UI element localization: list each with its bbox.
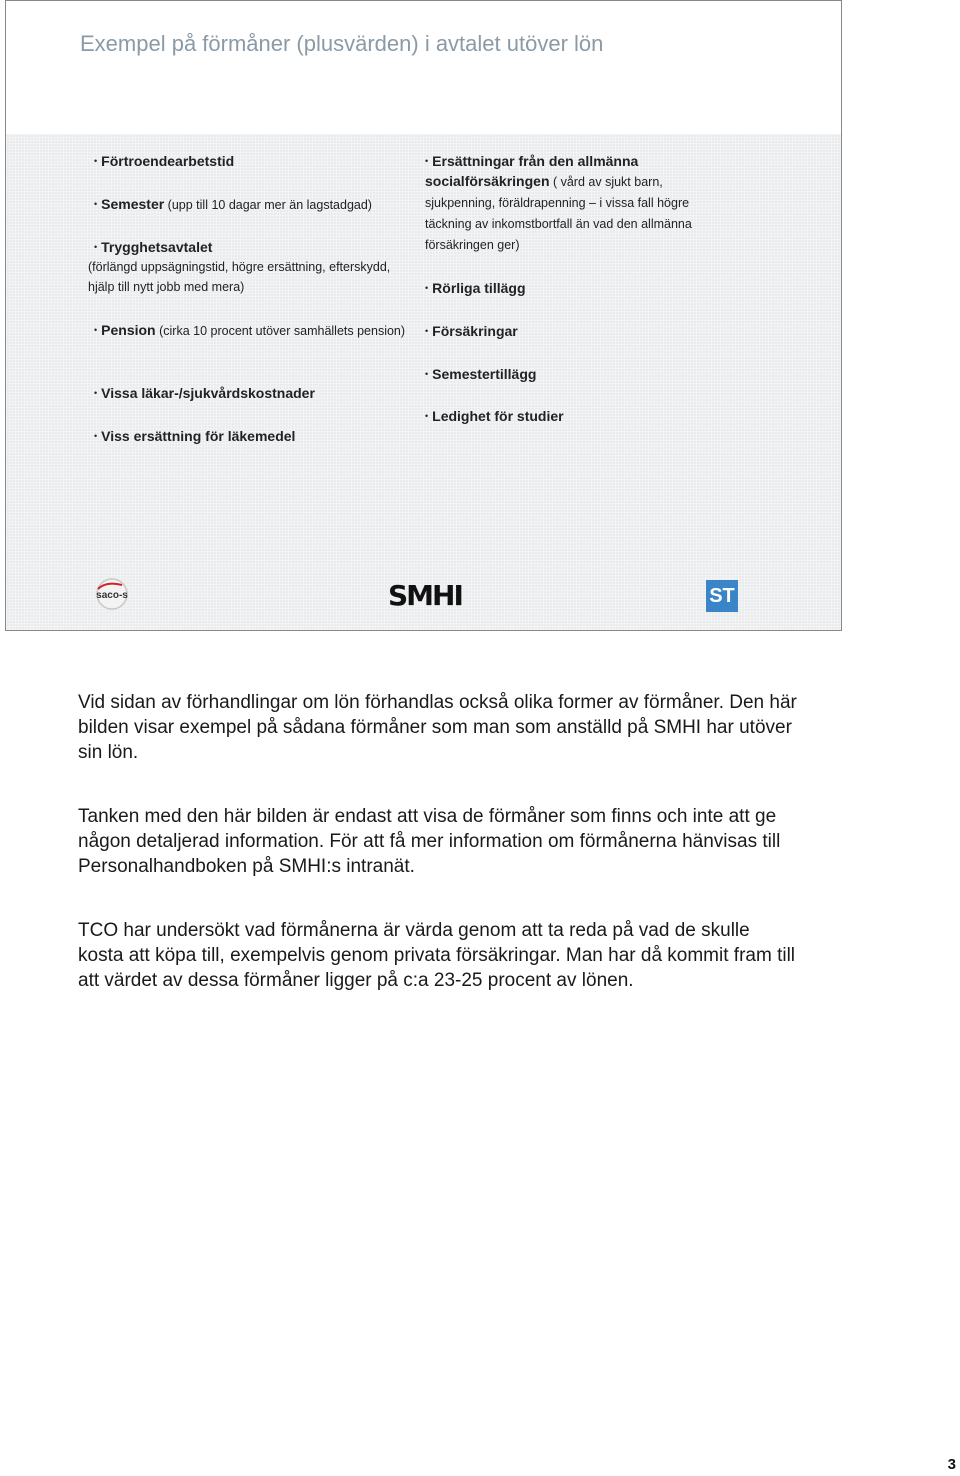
bullet-icon: • bbox=[94, 325, 98, 335]
bullet-icon: • bbox=[425, 283, 429, 293]
svg-text:saco-s: saco-s bbox=[96, 590, 128, 601]
bullet-icon: • bbox=[425, 411, 429, 421]
speaker-notes bbox=[78, 690, 798, 1032]
notes-paragraph: Vid sidan av förhandlingar om lön förhandlas också olika former av förmåner. Den här bilden visar exempel på sådana förmåner som man som anställd på SMHI har utöver sin lön. bbox=[78, 692, 797, 763]
item-title: Rörliga tillägg bbox=[432, 280, 526, 296]
item-title: Trygghetsavtalet bbox=[101, 239, 213, 255]
item-title: Semester bbox=[101, 196, 165, 212]
item-detail: (förlängd uppsägningstid, högre ersättning, efterskydd, hjälp till nytt jobb med mera) bbox=[88, 260, 391, 294]
bullet-icon: • bbox=[94, 431, 98, 441]
notes-paragraph: TCO har undersökt vad förmånerna är värda genom att ta reda på vad de skulle kosta att köpa till, exempelvis genom privata försäkringar. Man har då kommit fram till att värdet av dessa förmåner ligger på c:a 23-25 procent av lönen. bbox=[78, 920, 796, 991]
item-title: Pension bbox=[101, 322, 156, 338]
slide-body bbox=[6, 134, 841, 630]
item-title: Viss ersättning för läkemedel bbox=[101, 428, 296, 444]
list-item bbox=[94, 151, 414, 171]
saco-logo bbox=[92, 577, 136, 611]
list-item bbox=[88, 237, 414, 297]
item-title: Semestertillägg bbox=[432, 366, 537, 382]
item-detail: (upp till 10 dagar mer än lagstadgad) bbox=[164, 198, 372, 212]
list-item bbox=[425, 278, 735, 298]
bullet-icon: • bbox=[94, 242, 98, 252]
st-logo: ST bbox=[706, 580, 738, 612]
item-detail: (cirka 10 procent utöver samhällets pension) bbox=[155, 324, 406, 338]
list-item bbox=[94, 194, 414, 215]
item-title: Ledighet för studier bbox=[432, 408, 564, 424]
bullet-icon: • bbox=[94, 156, 98, 166]
bullet-icon: • bbox=[425, 156, 429, 166]
bullet-icon: • bbox=[94, 388, 98, 398]
item-title: Förtroendearbetstid bbox=[101, 153, 235, 169]
list-item bbox=[94, 383, 414, 403]
smhi-logo: SMHI bbox=[388, 579, 462, 612]
bullet-icon: • bbox=[94, 199, 98, 209]
list-item bbox=[425, 406, 735, 426]
list-item bbox=[94, 320, 414, 342]
page-number: 3 bbox=[947, 1456, 956, 1473]
slide-title: Exempel på förmåner (plusvärden) i avtalet utöver lön bbox=[80, 31, 604, 56]
slide bbox=[5, 0, 842, 631]
list-item bbox=[425, 321, 735, 341]
item-detail: ( vård av sjukt barn, sjukpenning, föräldrapenning – i vissa fall högre täckning av inkomstbortfall än vad den allmänna försäkringen ger) bbox=[425, 175, 692, 252]
item-title: Vissa läkar-/sjukvårdskostnader bbox=[101, 385, 315, 401]
notes-paragraph: Tanken med den här bilden är endast att visa de förmåner som finns och inte att ge någon detaljerad information. För att få mer information om förmånerna hänvisas till Personalhandboken på SMHI:s intranät. bbox=[78, 806, 781, 877]
slide-date bbox=[0, 561, 1, 601]
list-item bbox=[425, 151, 735, 255]
bullet-icon: • bbox=[425, 326, 429, 336]
bullet-icon: • bbox=[425, 369, 429, 379]
list-item bbox=[425, 364, 735, 384]
item-title: Försäkringar bbox=[432, 323, 518, 339]
list-item bbox=[94, 426, 414, 446]
item-title: Ersättningar från den allmänna socialförsäkringen bbox=[425, 153, 639, 189]
